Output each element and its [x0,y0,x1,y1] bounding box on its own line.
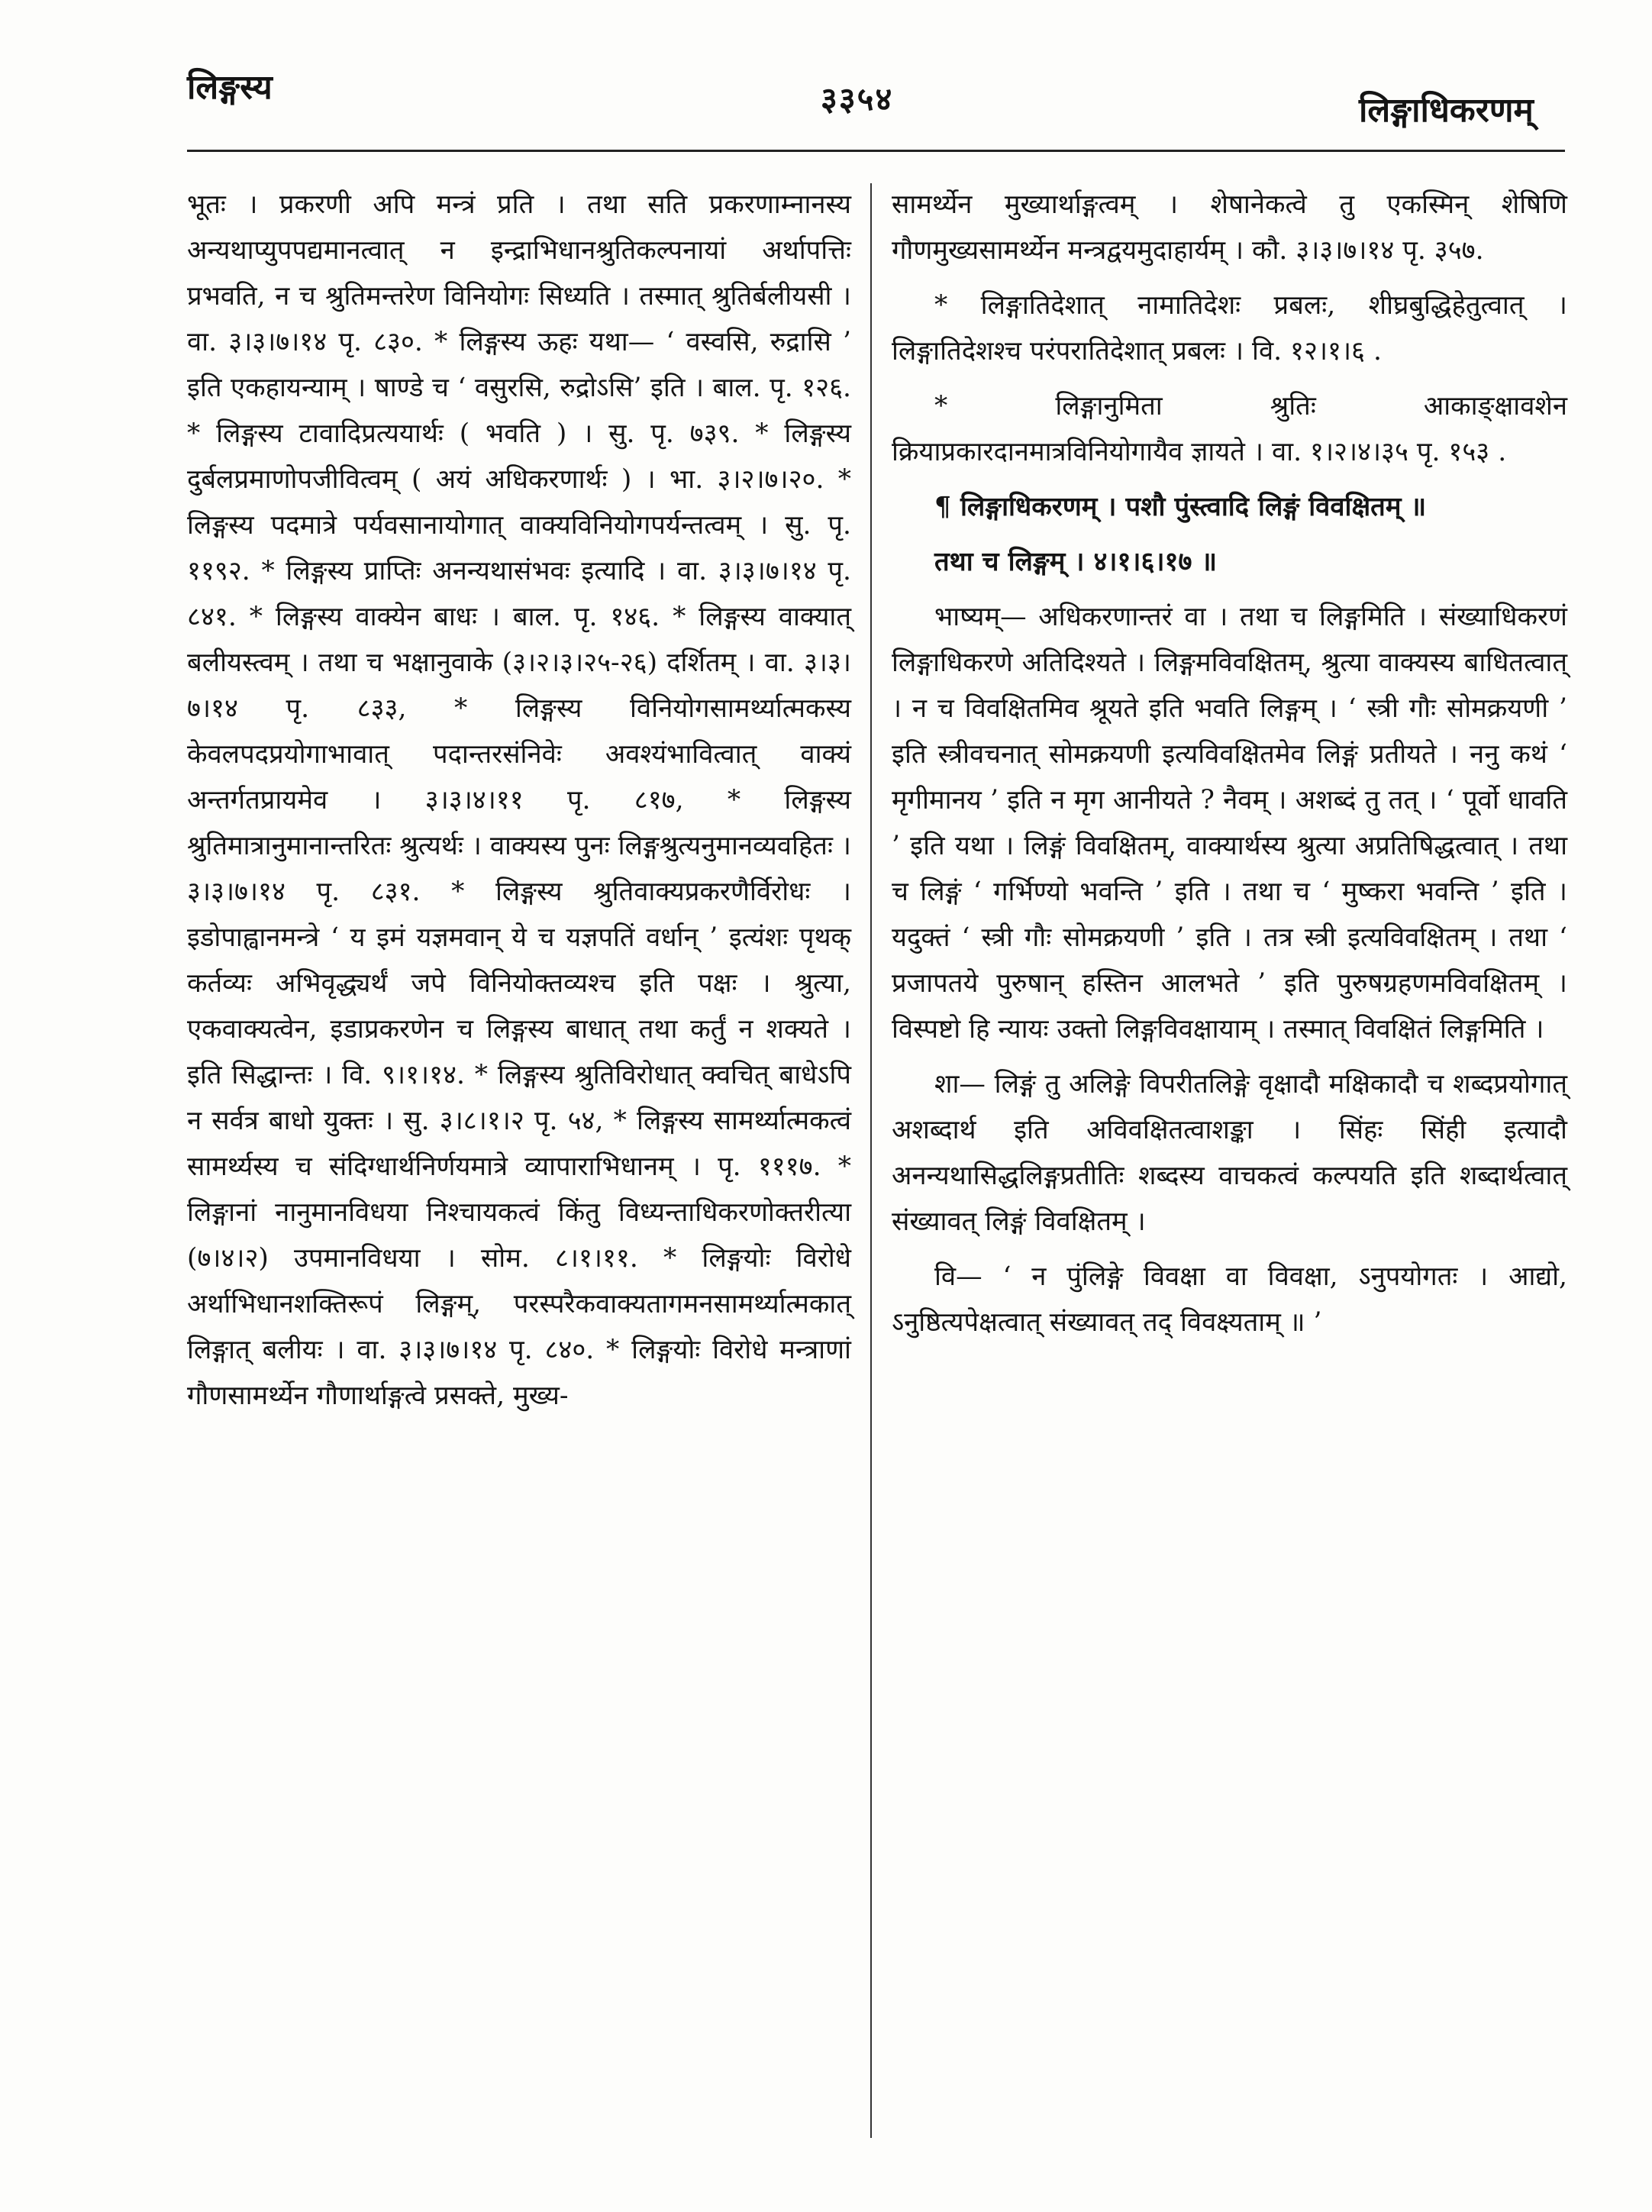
left-paragraph: भूतः । प्रकरणी अपि मन्त्रं प्रति । तथा सति प्रकरणाम्नानस्य अन्यथाप्युपपद्यमानत्वात् न इन्द्राभिधानश्रुतिकल्पनायां अर्थापत्तिः प्रभवति, न च श्रुतिमन्तरेण विनियोगः सिध्यति । तस्मात् श्रुतिर्बलीयसी । वा. ३।३।७।१४ पृ. ८३०. * लिङ्गस्य ऊहः यथा— ‘ वस्वसि, रुद्रासि ’ इति एकहायन्याम् । षाण्डे च ‘ वसुरसि, रुद्रोऽसि’ इति । बाल. पृ. १२६. * लिङ्गस्य टावादिप्रत्ययार्थः ( भवति ) । सु. पृ. ७३९. * लिङ्गस्य दुर्बलप्रमाणोपजीवित्वम् ( अयं अधिकरणार्थः ) । भा. ३।२।७।२०. * लिङ्गस्य पदमात्रे पर्यवसानायोगात् वाक्यविनियोगपर्यन्तत्वम् । सु. पृ. ११९२. * लिङ्गस्य प्राप्तिः अनन्यथासंभवः इत्यादि । वा. ३।३।७।१४ पृ. ८४१. * लिङ्गस्य वाक्येन बाधः । बाल. पृ. १४६. * लिङ्गस्य वाक्यात् बलीयस्त्वम् । तथा च भक्षानुवाके (३।२।३।२५-२६) दर्शितम् । वा. ३।३।७।१४ पृ. ८३३, * लिङ्गस्य विनियोगसामर्थ्यात्मकस्य केवलपदप्रयोगाभावात् पदान्तरसंनिवेः अवश्यंभावित्वात् वाक्यं अन्तर्गतप्रायमेव । ३।३।४।११ पृ. ८१७, * लिङ्गस्य श्रुतिमात्रानुमानान्तरितः श्रुत्यर्थः । वाक्यस्य पुनः लिङ्गश्रुत्यनुमानव्यवहितः । ३।३।७।१४ पृ. ८३१. * लिङ्गस्य श्रुतिवाक्यप्रकरणैर्विरोधः । इडोपाह्वानमन्त्रे ‘ य इमं यज्ञमवान् ये च यज्ञपतिं वर्धान् ’ इत्यंशः पृथक् कर्तव्यः अभिवृद्ध्यर्थं जपे विनियोक्तव्यश्च इति पक्षः । श्रुत्या, एकवाक्यत्वेन, इडाप्रकरणेन च लिङ्गस्य बाधात् तथा कर्तुं न शक्यते । इति सिद्धान्तः । वि. ९।१।१४. * लिङ्गस्य श्रुतिविरोधात् क्वचित् बाधेऽपि न सर्वत्र बाधो युक्तः । सु. ३।८।१।२ पृ. ५४, * लिङ्गस्य सामर्थ्यात्मकत्वं सामर्थ्यस्य च संदिग्धार्थनिर्णयमात्रे व्यापाराभिधानम् । पृ. १११७. * लिङ्गानां नानुमानविधया निश्चायकत्वं किंतु विध्यन्ताधिकरणोक्तरीत्या (७।४।२) उपमानविधया । सोम. ८।१।११. * लिङ्गयोः विरोधे अर्थाभिधानशक्तिरूपं लिङ्गम्, परस्परैकवाक्यतागमनसामर्थ्यात्मकात् लिङ्गात् बलीयः । वा. ३।३।७।१४ पृ. ८४०. * लिङ्गयोः विरोधे मन्त्राणां गौणसामर्थ्येन गौणार्थाङ्गत्वे प्रसक्ते, मुख्य- [187,189,851,1411]
header-left-term: लिङ्गस्य [187,68,273,107]
column-divider [870,183,872,2138]
header-rule [187,150,1565,152]
header-right-term: लिङ्गाधिकरणम् [1359,91,1534,130]
page-number: ३३५४ [821,80,894,118]
sutra-line: तथा च लिङ्गम् । ४।१।६।१७ ॥ [934,547,1218,577]
shastradipika-paragraph: शा— लिङ्गं तु अलिङ्गे विपरीतलिङ्गे वृक्षादौ मक्षिकादौ च शब्दप्रयोगात् अशब्दार्थ इति अविवक्षितत्वाशङ्का । सिंहः सिंही इत्यादौ अनन्यथासिद्धलिङ्गप्रतीतिः शब्दस्य वाचकत्वं कल्पयति इति शब्दार्थत्वात् संख्यावत् लिङ्गं विवक्षितम् । [892,1069,1567,1237]
left-column [187,182,851,1428]
page-header [0,0,1652,153]
right-paragraph: * लिङ्गानुमिता श्रुतिः आकाङ्क्षावशेन क्रियाप्रकारदानमात्रविनियोगायैव ज्ञायते । वा. १।२।४।३५ पृ. १५३ . [892,391,1567,467]
right-paragraph: सामर्थ्येन मुख्यार्थाङ्गत्वम् । शेषानेकत्वे तु एकस्मिन् शेषिणि गौणमुख्यसामर्थ्येन मन्त्रद्वयमुदाहार्यम् । कौ. ३।३।७।१४ पृ. ३५७. [892,189,1567,266]
bhashya-paragraph: भाष्यम्— अधिकरणान्तरं वा । तथा च लिङ्गमिति । संख्याधिकरणं लिङ्गाधिकरणे अतिदिश्यते । लिङ्गमविवक्षितम्, श्रुत्या वाक्यस्य बाधितत्वात् । न च विवक्षितमिव श्रूयते इति भवति लिङ्गम् । ‘ स्त्री गौः सोमक्रयणी ’ इति स्त्रीवचनात् सोमक्रयणी इत्यविवक्षितमेव लिङ्गं प्रतीयते । ननु कथं ‘ मृगीमानय ’ इति न मृग आनीयते ? नैवम् । अशब्दं तु तत् । ‘ पूर्वो धावति ’ इति यथा । लिङ्गं विवक्षितम्, वाक्यार्थस्य श्रुत्या अप्रतिषिद्धत्वात् । तथा च लिङ्गं ‘ गर्भिण्यो भवन्ति ’ इति । तथा च ‘ मुष्करा भवन्ति ’ इति । यदुक्तं ‘ स्त्री गौः सोमक्रयणी ’ इति । तत्र स्त्री इत्यविवक्षितम् । तथा ‘ प्रजापतये पुरुषान् हस्तिन आलभते ’ इति पुरुषग्रहणमविवक्षितम् । विस्पष्टो हि न्यायः उक्तो लिङ्गविवक्षायाम् । तस्मात् विवक्षितं लिङ्गमिति । [892,602,1567,1045]
verse-paragraph: वि— ‘ न पुंलिङ्गे विवक्षा वा विवक्षा, ऽनुपयोगतः । आद्यो, ऽनुष्ठित्यपेक्षत्वात् संख्यावत् तद् विवक्ष्यताम् ॥ ’ [892,1261,1567,1338]
right-paragraph: * लिङ्गातिदेशात् नामातिदेशः प्रबलः, शीघ्रबुद्धिहेतुत्वात् । लिङ्गातिदेशश्च परंपरातिदेशात् प्रबलः । वि. १२।१।६ . [892,290,1567,367]
right-column [892,182,1567,1355]
section-heading: ¶ लिङ्गाधिकरणम् । पशौ पुंस्त्वादि लिङ्गं विवक्षितम् ॥ [934,492,1427,522]
